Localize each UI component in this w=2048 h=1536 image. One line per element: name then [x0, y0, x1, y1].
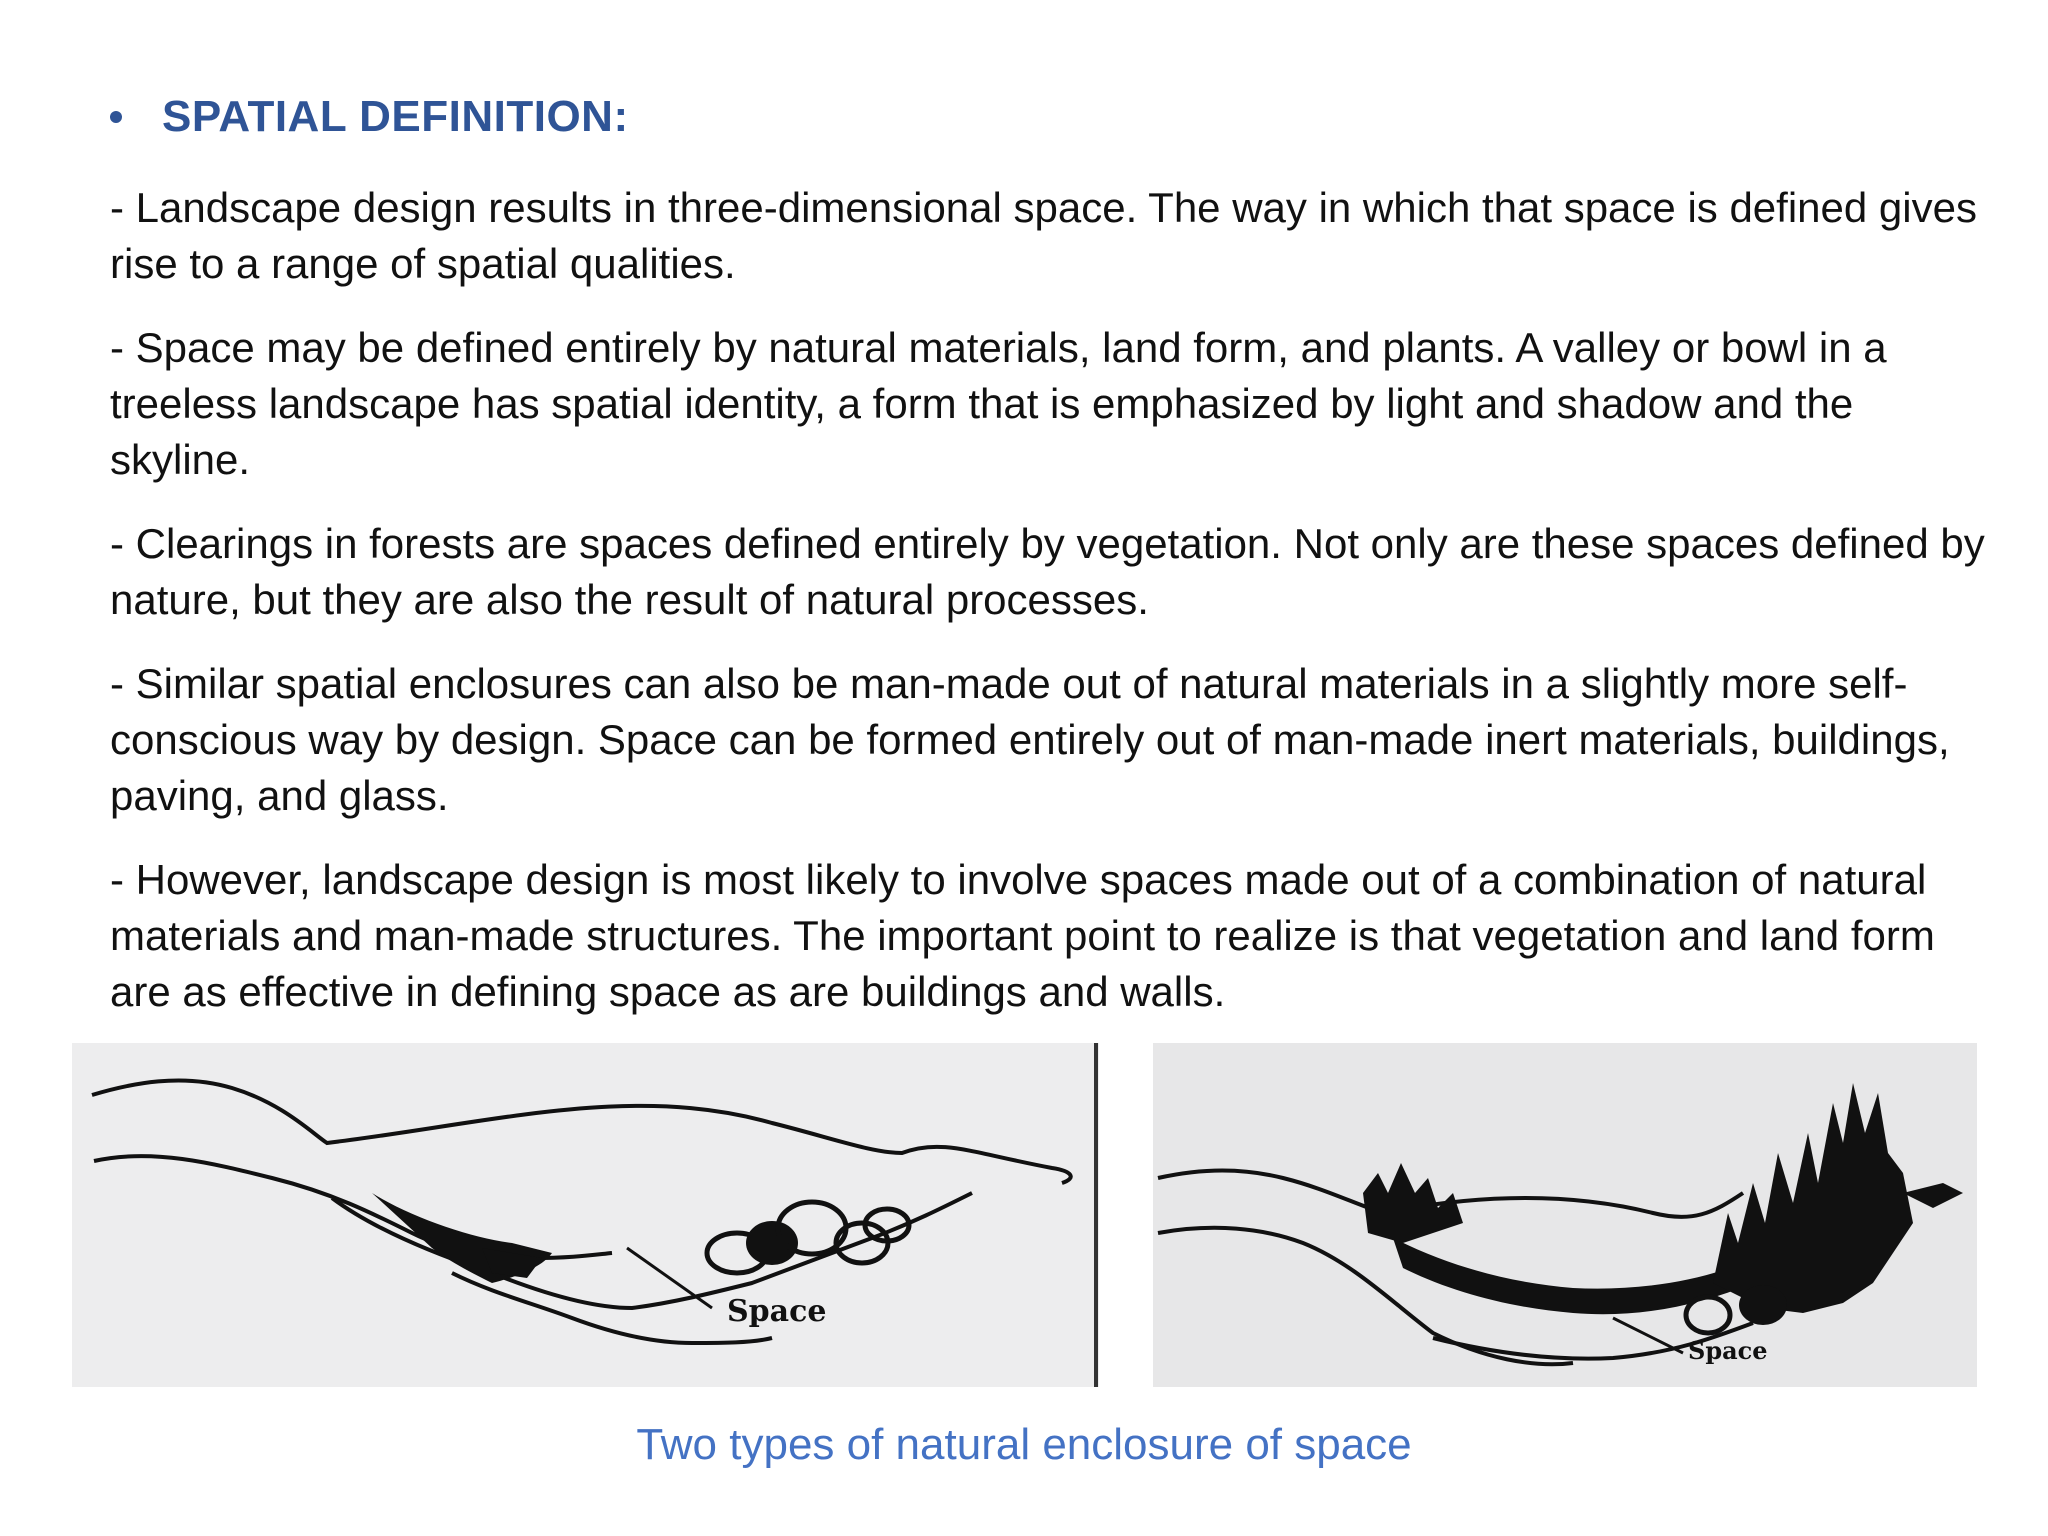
- valley-sketch-drawing: [72, 1043, 1099, 1387]
- space-label: Space: [727, 1294, 827, 1329]
- paragraph: - Space may be defined entirely by natural materials, land form, and plants. A valley or bowl in a treeless landscape has spatial identity, a form that is emphasized by light and shadow and the skyline.: [110, 324, 1887, 483]
- figure-caption: Two types of natural enclosure of space: [636, 1420, 1412, 1469]
- clearing-sketch-image: [1153, 1043, 1977, 1387]
- valley-sketch-image: [72, 1043, 1099, 1387]
- slide-heading: SPATIAL DEFINITION:: [162, 92, 629, 141]
- space-label: Space: [1688, 1336, 1768, 1365]
- paragraph: - However, landscape design is most likely to involve spaces made out of a combination of natural materials and man-made structures. The important point to realize is that vegetation and land form are as effective in defining space as are buildings and walls.: [110, 856, 1935, 1015]
- paragraph: - Landscape design results in three-dimensional space. The way in which that space is defined gives rise to a range of spatial qualities.: [110, 184, 1977, 287]
- clearing-sketch-drawing: [1153, 1043, 1977, 1387]
- heading-row: [110, 92, 629, 142]
- paragraph: - Similar spatial enclosures can also be man-made out of natural materials in a slightly more self-conscious way by design. Space can be formed entirely out of man-made inert materials, buildings, paving, and glass.: [110, 660, 1950, 819]
- paragraph: - Clearings in forests are spaces defined entirely by vegetation. Not only are these spaces defined by nature, but they are also the result of natural processes.: [110, 520, 1985, 623]
- body-text: [110, 180, 1990, 1048]
- bullet-icon: [110, 111, 122, 123]
